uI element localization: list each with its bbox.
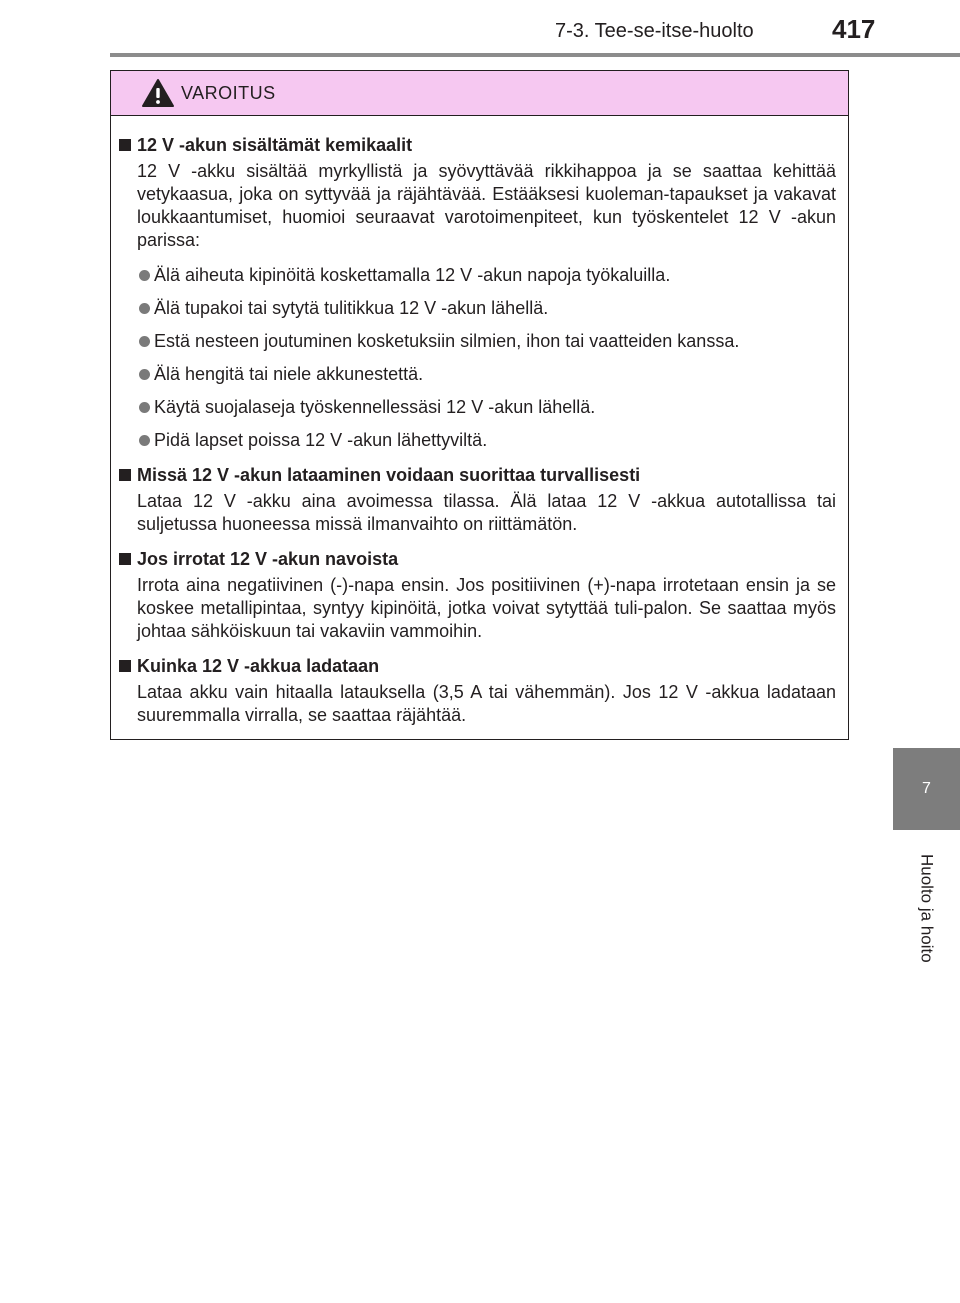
bullet-dot-icon xyxy=(139,435,150,446)
list-item xyxy=(139,297,836,320)
warning-section-disconnecting xyxy=(119,546,836,643)
section-heading-text: 12 V -akun sisältämät kemikaalit xyxy=(137,135,413,155)
section-text: Lataa 12 V -akku aina avoimessa tilassa. Älä lataa 12 V -akkua autotallissa tai suljetussa huoneessa missä ilmanvaihto on riittämätön. xyxy=(137,491,836,534)
section-title: 7-3. Tee-se-itse-huolto xyxy=(555,20,754,42)
list-item-text: Estä nesteen joutuminen kosketuksiin silmien, ihon tai vaatteiden kanssa. xyxy=(154,331,740,351)
list-item-text: Älä aiheuta kipinöitä koskettamalla 12 V -akun napoja työkaluilla. xyxy=(154,265,671,285)
bullet-dot-icon xyxy=(139,336,150,347)
square-bullet-icon xyxy=(119,469,131,481)
chapter-title: Huolto ja hoito xyxy=(917,853,937,963)
section-text: Lataa akku vain hitaalla latauksella (3,5 A tai vähemmän). Jos 12 V -akkua ladataan suuremmalla virralla, se saattaa räjähtää. xyxy=(137,682,836,725)
bullet-dot-icon xyxy=(139,303,150,314)
bullet-dot-icon xyxy=(139,402,150,413)
square-bullet-icon xyxy=(119,660,131,672)
bullet-dot-icon xyxy=(139,369,150,380)
header-divider xyxy=(110,53,960,57)
list-item xyxy=(139,396,836,419)
warning-box xyxy=(110,70,849,740)
list-item-text: Älä hengitä tai niele akkunestettä. xyxy=(154,364,424,384)
section-heading xyxy=(119,653,836,679)
warning-header xyxy=(111,71,848,116)
warning-triangle-icon xyxy=(141,78,175,108)
warning-section-chemicals xyxy=(119,132,836,452)
section-heading-text: Jos irrotat 12 V -akun navoista xyxy=(137,549,399,569)
section-heading xyxy=(119,462,836,488)
square-bullet-icon xyxy=(119,139,131,151)
list-item xyxy=(139,363,836,386)
warning-body xyxy=(111,116,848,727)
section-text: Irrota aina negatiivinen (-)-napa ensin. Jos positiivinen (+)-napa irrotetaan ensin ja se koskee metallipintaa, syntyy kipinöitä, jotka voivat sytyttää tuli-palon. Se saattaa myös johtaa sähköiskuun tai vakaviin vammoihin. xyxy=(137,575,836,641)
warning-title: VAROITUS xyxy=(181,82,276,103)
list-item-text: Älä tupakoi tai sytytä tulitikkua 12 V -akun lähellä. xyxy=(154,298,549,318)
section-heading-text: Kuinka 12 V -akkua ladataan xyxy=(137,656,380,676)
section-heading xyxy=(119,132,836,158)
chapter-number: 7 xyxy=(922,780,931,797)
list-item xyxy=(139,264,836,287)
section-heading-text: Missä 12 V -akun lataaminen voidaan suorittaa turvallisesti xyxy=(137,465,641,485)
bullet-list xyxy=(139,264,836,452)
list-item-text: Käytä suojalaseja työskennellessäsi 12 V -akun lähellä. xyxy=(154,397,596,417)
square-bullet-icon xyxy=(119,553,131,565)
warning-section-how-to-charge xyxy=(119,653,836,727)
bullet-dot-icon xyxy=(139,270,150,281)
list-item-text: Pidä lapset poissa 12 V -akun lähettyviltä. xyxy=(154,430,488,450)
list-item xyxy=(139,429,836,452)
list-item xyxy=(139,330,836,353)
section-heading xyxy=(119,546,836,572)
section-text: 12 V -akku sisältää myrkyllistä ja syövyttävää rikkihappoa ja se saattaa kehittää vetykaasua, joka on syttyvää ja räjähtävää. Estääksesi kuoleman-tapaukset ja vakavat loukkaantumiset, huomioi seuraavat varotoimenpiteet, kun työskentelet 12 V -akun parissa: xyxy=(137,161,836,250)
chapter-tab xyxy=(893,748,960,830)
chapter-label xyxy=(893,838,960,978)
page-number: 417 xyxy=(832,14,876,44)
warning-section-charging-location xyxy=(119,462,836,536)
